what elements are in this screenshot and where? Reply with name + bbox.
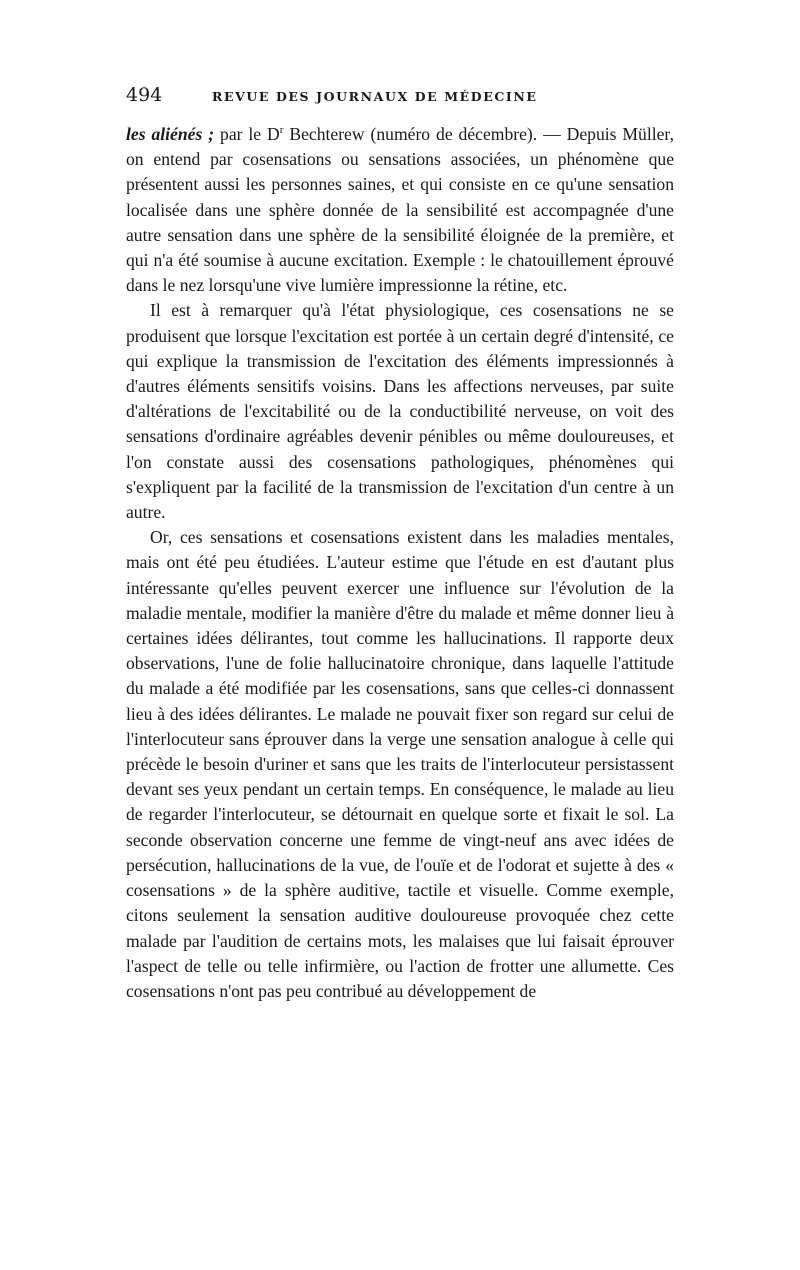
paragraph-1-text: Bechterew (numéro de décembre). — Depuis Müller, on entend par cosensations ou sensations associées, un phénomène que présentent aussi les personnes saines, et qui consiste en ce qu'une sensation localisée dans une sphère donnée de la sensibilité est accompagnée d'une autre sensation dans une sphère de la sensibilité éloignée de la première, et qui n'a été soumise à aucune excitation. Exemple : le chatouillement éprouvé dans le nez lorsqu'une vive lumière impressionne la rétine, etc. xyxy=(126,124,674,296)
paragraph-2: Il est à remarquer qu'à l'état physiologique, ces cosensations ne se produisent que lorsque l'excitation est portée à un certain degré d'intensité, ce qui explique la transmission de l'excitation des éléments impressionnés à d'autres éléments sensitifs voisins. Dans les affections nerveuses, par suite d'altérations de l'excitabilité ou de la conductibilité nerveuse, on voit des sensations d'ordinaire agréables devenir pénibles ou même douloureuses, et l'on constate aussi des cosensations pathologiques, phénomènes qui s'expliquent par la facilité de la transmission de l'excitation d'un centre à un autre. xyxy=(126,300,674,523)
italic-lead: les aliénés ; xyxy=(126,124,215,144)
author-prefix: par le D xyxy=(214,124,280,144)
title-superscript: r xyxy=(279,124,284,137)
running-header xyxy=(126,84,674,114)
book-page xyxy=(126,84,674,1004)
body-text xyxy=(126,122,674,1004)
paragraph-1 xyxy=(126,122,674,298)
page-number: 494 xyxy=(126,84,163,106)
running-title: REVUE DES JOURNAUX DE MÉDECINE xyxy=(212,89,538,104)
paragraph-3: Or, ces sensations et cosensations existent dans les maladies mentales, mais ont été peu étudiées. L'auteur estime que l'étude en est d'autant plus intéressante qu'elles peuvent exercer une influence sur l'évolution de la maladie mentale, modifier la manière d'être du malade et même donner lieu à certaines idées délirantes, tout comme les hallucinations. Il rapporte deux observations, l'une de folie hallucinatoire chronique, dans laquelle l'attitude du malade a été modifiée par les cosensations, sans que celles-ci donnassent lieu à des idées délirantes. Le malade ne pouvait fixer son regard sur celui de l'interlocuteur sans éprouver dans la verge une sensation analogue à celle qui précède le besoin d'uriner et sans que les traits de l'interlocuteur persistassent devant ses yeux pendant un certain temps. En conséquence, le malade au lieu de regarder l'interlocuteur, se détournait en quelque sorte et fixait le sol. La seconde observation concerne une femme de vingt-neuf ans avec idées de persécution, hallucinations de la vue, de l'ouïe et de l'odorat et sujette à des « cosensations » de la sphère auditive, tactile et visuelle. Comme exemple, citons seulement la sensation auditive douloureuse provoquée chez cette malade par l'audition de certains mots, les malaises que lui faisait éprouver l'aspect de telle ou telle infirmière, ou l'action de frotter une allumette. Ces cosensations n'ont pas peu contribué au développement de xyxy=(126,527,674,1001)
